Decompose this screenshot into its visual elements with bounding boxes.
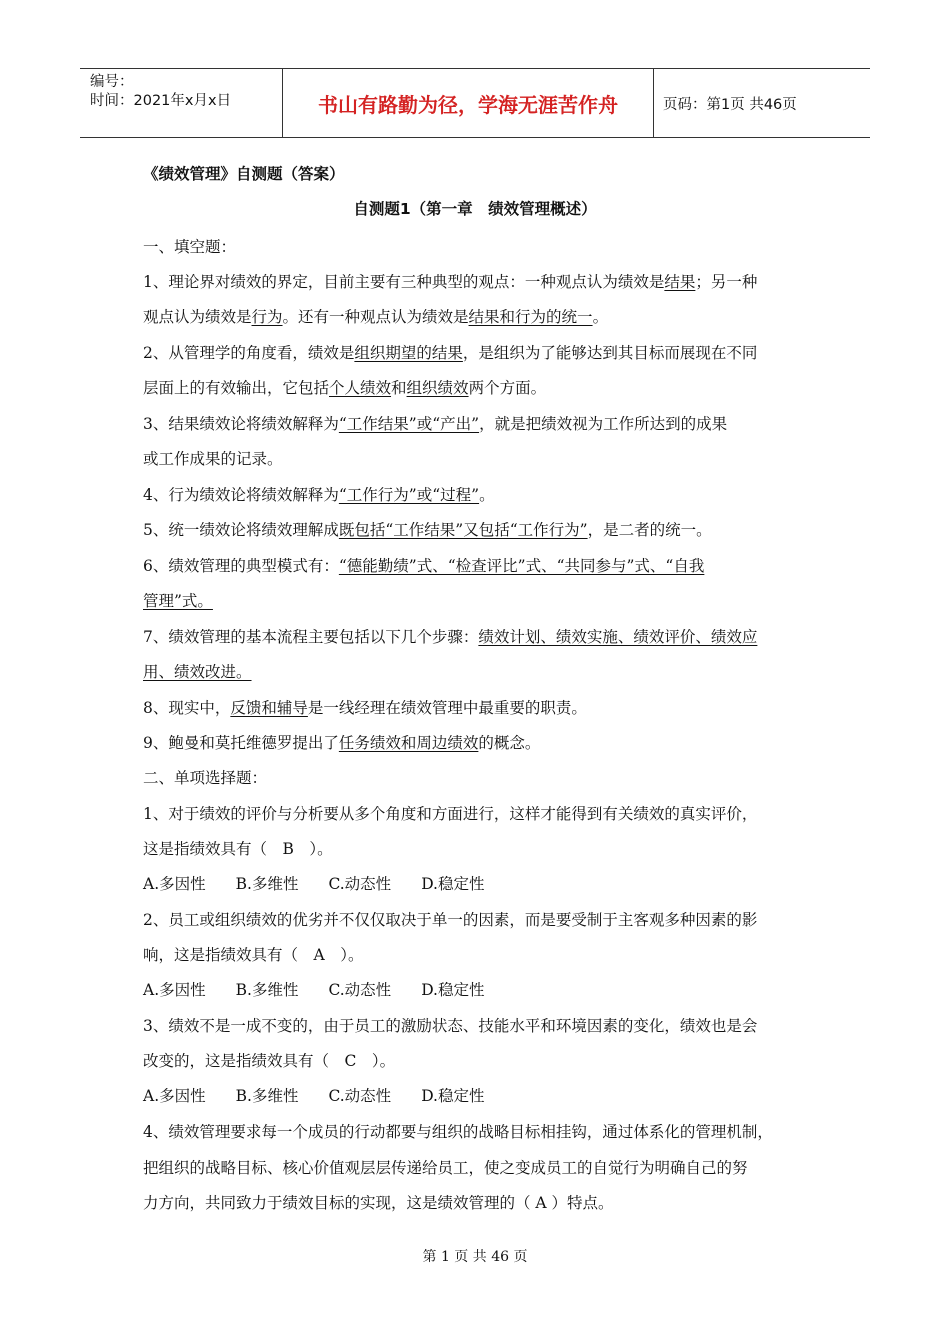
text-line <box>143 342 757 364</box>
option-item: D.稳定性 <box>421 875 485 893</box>
text-line <box>143 413 727 435</box>
text-line <box>143 767 267 789</box>
option-item: A.多因性 <box>143 981 206 999</box>
text-line <box>143 661 252 683</box>
option-item: B.多维性 <box>235 981 299 999</box>
option-row <box>143 873 515 895</box>
line-text: 。 <box>592 308 609 326</box>
line-text: 这是指绩效具有（ B ）。 <box>143 840 333 858</box>
page-header <box>80 68 870 138</box>
text-line <box>143 838 333 860</box>
line-text: 5、统一绩效论将绩效理解成 <box>143 521 339 539</box>
answer-text: 用、绩效改进。 <box>143 663 252 681</box>
text-line <box>143 590 213 612</box>
line-text: 把组织的战略目标、核心价值观层层传递给员工，使之变成员工的自觉行为明确自己的努 <box>143 1159 748 1177</box>
line-text: 。还有一种观点认为绩效是 <box>282 308 469 326</box>
option-item: C.动态性 <box>328 875 392 893</box>
option-item: C.动态性 <box>328 981 392 999</box>
text-line <box>143 1015 757 1037</box>
answer-text: 组织绩效 <box>406 379 469 397</box>
line-text: ，就是把绩效视为工作所达到的成果 <box>479 415 728 433</box>
text-line <box>143 909 757 931</box>
answer-text: 个人绩效 <box>329 379 392 397</box>
line-text: 8、现实中， <box>143 699 231 717</box>
line-text: ；另一种 <box>695 273 758 291</box>
header-motto: 书山有路勤为径，学海无涯苦作舟 <box>282 69 654 137</box>
answer-text: “工作结果”或“产出” <box>338 415 480 433</box>
answer-text: 反馈和辅导 <box>230 699 308 717</box>
answer-text: 行为 <box>251 308 283 326</box>
option-item: A.多因性 <box>143 875 206 893</box>
document-number-label: 编号： <box>90 74 134 90</box>
header-page-info: 页码：第1页 共46页 <box>663 96 797 113</box>
option-item: D.稳定性 <box>421 1087 485 1105</box>
answer-text: 管理”式。 <box>143 592 213 610</box>
text-line <box>143 732 540 754</box>
option-row <box>143 979 515 1001</box>
text-line <box>143 377 546 399</box>
line-text: 和 <box>391 379 407 397</box>
header-meta <box>80 69 280 137</box>
text-line <box>143 236 236 258</box>
line-text: 是一线经理在绩效管理中最重要的职责。 <box>307 699 587 717</box>
answer-text: “德能勤绩”式、“检查评比”式、“共同参与”式、“自我 <box>338 557 705 575</box>
line-text: 力方向，共同致力于绩效目标的实现，这是绩效管理的（ A ）特点。 <box>143 1194 614 1212</box>
option-item: C.动态性 <box>328 1087 392 1105</box>
text-line <box>143 484 495 506</box>
answer-text: 组织期望的结果 <box>354 344 463 362</box>
answer-text: 绩效计划、绩效实施、绩效评价、绩效应 <box>478 628 758 646</box>
line-text: ，是二者的统一。 <box>587 521 712 539</box>
text-line <box>143 1050 395 1072</box>
line-text: 2、员工或组织绩效的优劣并不仅仅取决于单一的因素，而是要受制于主客观多种因素的影 <box>143 911 758 929</box>
line-text: 7、绩效管理的基本流程主要包括以下几个步骤： <box>143 628 479 646</box>
line-text: ，是组织为了能够达到其目标而展现在不同 <box>462 344 758 362</box>
text-line <box>143 306 608 328</box>
text-line <box>143 803 757 825</box>
line-text: 响，这是指绩效具有（ A ）。 <box>143 946 364 964</box>
line-text: 4、行为绩效论将绩效解释为 <box>143 486 339 504</box>
line-text: 9、鲍曼和莫托维德罗提出了 <box>143 734 339 752</box>
answer-text: 结果和行为的统一 <box>468 308 593 326</box>
document-date: 时间：2021年x月x日 <box>90 93 232 109</box>
answer-text: 任务绩效和周边绩效 <box>338 734 479 752</box>
option-item: A.多因性 <box>143 1087 206 1105</box>
text-line <box>143 271 757 293</box>
answer-text: 结果 <box>664 273 696 291</box>
line-text: 观点认为绩效是 <box>143 308 252 326</box>
text-line <box>143 1157 748 1179</box>
line-text: 或工作成果的记录。 <box>143 450 283 468</box>
answer-text: “工作行为”或“过程” <box>338 486 480 504</box>
option-item: B.多维性 <box>235 1087 299 1105</box>
line-text: 二、单项选择题： <box>143 769 268 787</box>
section-title: 自测题1（第一章 绩效管理概述） <box>353 200 597 218</box>
line-text: 6、绩效管理的典型模式有： <box>143 557 339 575</box>
text-line <box>143 448 283 470</box>
line-text: 3、结果绩效论将绩效解释为 <box>143 415 339 433</box>
text-line <box>143 944 363 966</box>
answer-text: 既包括“工作结果”又包括“工作行为” <box>338 521 588 539</box>
line-text: 1、对于绩效的评价与分析要从多个角度和方面进行，这样才能得到有关绩效的真实评价， <box>143 805 758 823</box>
page-footer: 第 1 页 共 46 页 <box>422 1249 528 1265</box>
line-text: 1、理论界对绩效的界定，目前主要有三种典型的观点：一种观点认为绩效是 <box>143 273 665 291</box>
line-text: 一、填空题： <box>143 238 237 256</box>
option-item: D.稳定性 <box>421 981 485 999</box>
text-line <box>143 1192 614 1214</box>
option-row <box>143 1085 515 1107</box>
line-text: 的概念。 <box>478 734 541 752</box>
text-line <box>143 1121 773 1143</box>
text-line <box>143 519 712 541</box>
text-line <box>143 697 587 719</box>
document-title: 《绩效管理》自测题（答案） <box>143 165 345 183</box>
line-text: 2、从管理学的角度看，绩效是 <box>143 344 355 362</box>
line-text: 。 <box>479 486 495 504</box>
line-text: 两个方面。 <box>468 379 547 397</box>
line-text: 层面上的有效输出，它包括 <box>143 379 330 397</box>
text-line <box>143 555 704 577</box>
text-line <box>143 626 757 648</box>
line-text: 改变的，这是指绩效具有（ C ）。 <box>143 1052 396 1070</box>
line-text: 3、绩效不是一成不变的，由于员工的激励状态、技能水平和环境因素的变化，绩效也是会 <box>143 1017 758 1035</box>
option-item: B.多维性 <box>235 875 299 893</box>
line-text: 4、绩效管理要求每一个成员的行动都要与组织的战略目标相挂钩，通过体系化的管理机制， <box>143 1123 773 1141</box>
